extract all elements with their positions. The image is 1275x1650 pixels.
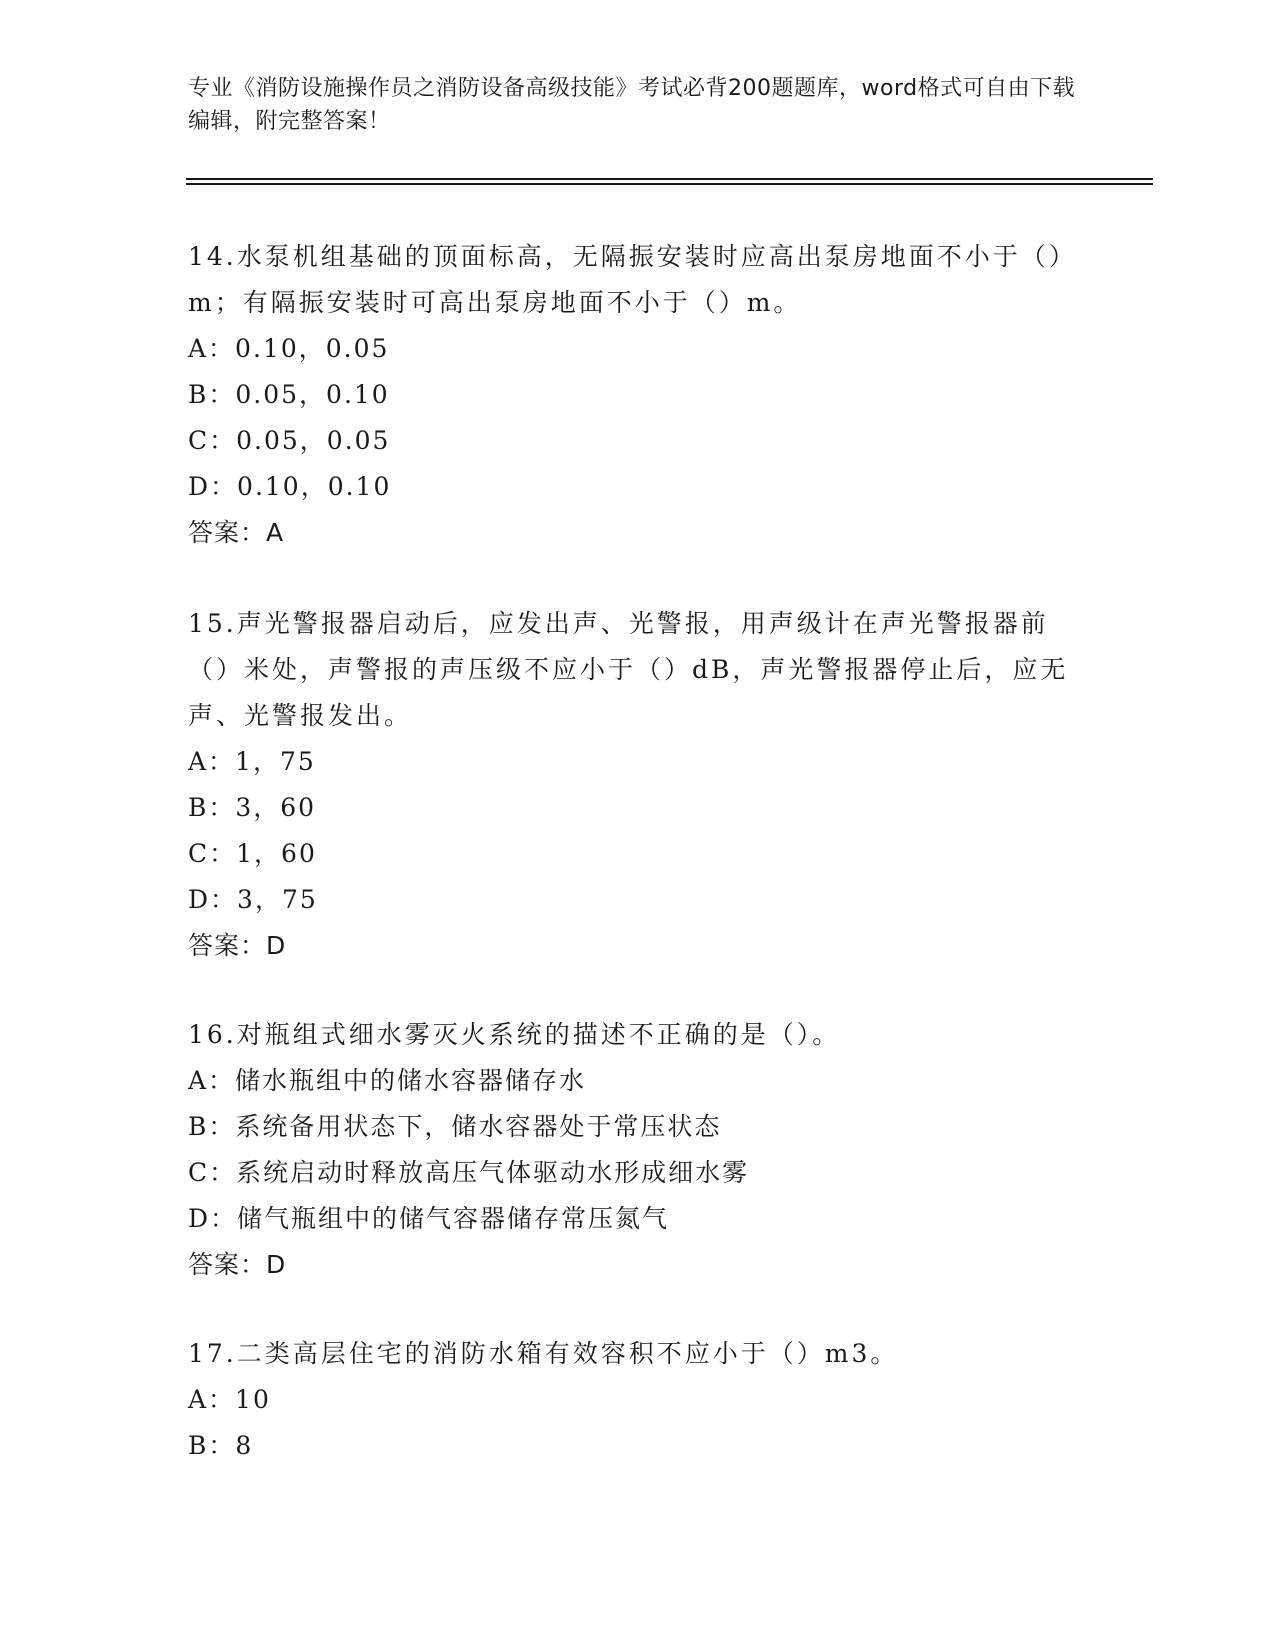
option-c: C：0.05，0.05 xyxy=(188,426,391,455)
answer-text: 答案：A xyxy=(188,518,285,547)
option-b: B：3，60 xyxy=(188,793,317,822)
option-a: A：储水瓶组中的储水容器储存水 xyxy=(188,1066,587,1095)
option-b: B：0.05，0.10 xyxy=(188,380,390,409)
answer-text: 答案：D xyxy=(188,931,287,960)
option-b: B：8 xyxy=(188,1431,254,1460)
question-15 xyxy=(188,601,1088,969)
option-c: C：系统启动时释放高压气体驱动水形成细水雾 xyxy=(188,1158,750,1187)
question-stem: 15.声光警报器启动后，应发出声、光警报，用声级计在声光警报器前（）米处，声警报的声压级不应小于（）dB，声光警报器停止后，应无声、光警报发出。 xyxy=(188,609,1069,730)
header-divider-top xyxy=(186,178,1153,180)
question-14 xyxy=(188,234,1088,556)
option-a: A：1，75 xyxy=(188,747,316,776)
option-b: B：系统备用状态下，储水容器处于常压状态 xyxy=(188,1112,722,1141)
question-16 xyxy=(188,1012,1088,1288)
question-stem: 16.对瓶组式细水雾灭火系统的描述不正确的是（）。 xyxy=(188,1020,841,1049)
question-17 xyxy=(188,1331,1088,1469)
option-d: D：0.10，0.10 xyxy=(188,472,392,501)
option-c: C：1，60 xyxy=(188,839,317,868)
answer-text: 答案：D xyxy=(188,1250,287,1279)
option-d: D：储气瓶组中的储气容器储存常压氮气 xyxy=(188,1204,670,1233)
option-a: A：10 xyxy=(188,1385,271,1414)
question-stem: 17.二类高层住宅的消防水箱有效容积不应小于（）m3。 xyxy=(188,1339,899,1368)
document-header: 专业《消防设施操作员之消防设备高级技能》考试必背200题题库，word格式可自由下载编辑，附完整答案！ xyxy=(188,76,1076,134)
option-a: A：0.10，0.05 xyxy=(188,334,390,363)
header-divider-bottom xyxy=(186,183,1153,185)
option-d: D：3，75 xyxy=(188,885,318,914)
question-stem: 14.水泵机组基础的顶面标高，无隔振安装时应高出泵房地面不小于（）m；有隔振安装时可高出泵房地面不小于（）m。 xyxy=(188,242,1077,317)
